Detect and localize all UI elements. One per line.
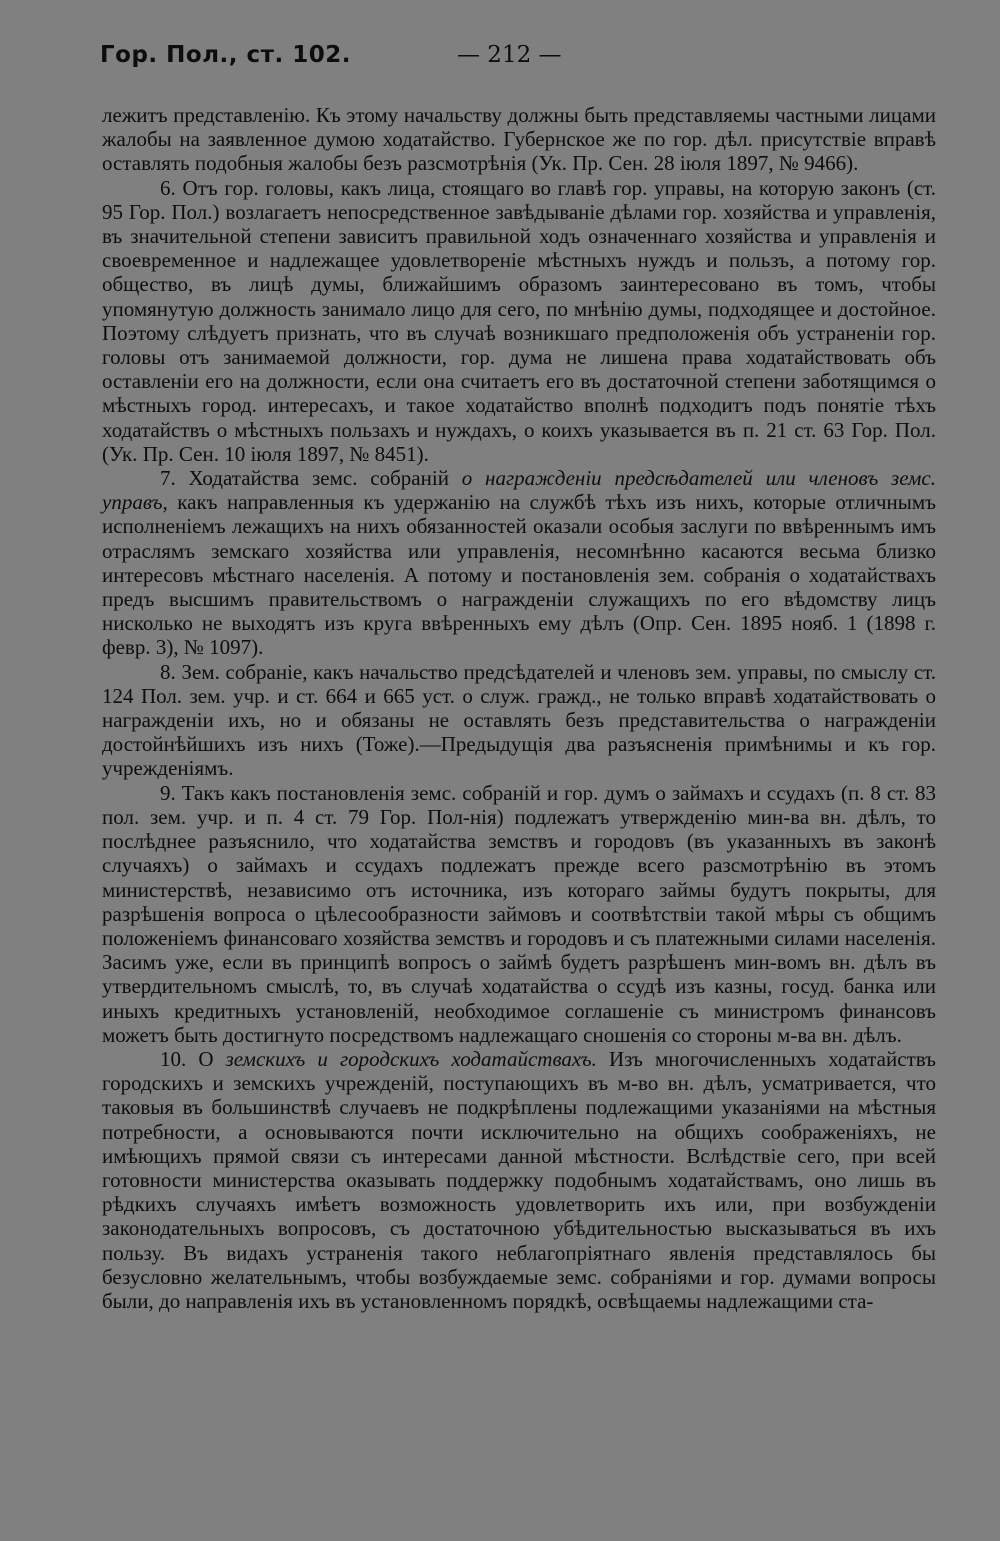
- paragraph-9: 9. Такъ какъ постановленія земс. собраній и гор. думъ о займахъ и ссудахъ (п. 8 ст. 83 пол. зем. учр. и п. 4 ст. 79 Гор. Пол-нія) подлежатъ утвержденію мин-ва вн. дѣлъ, то послѣднее разъяснило, что ходатайства земствъ и городовъ (въ указанныхъ въ законѣ случаяхъ) о займахъ и ссудахъ подлежатъ прежде всего разсмотрѣнію въ этомъ министерствѣ, независимо отъ источника, изъ котораго займы будутъ покрыты, для разрѣшенія вопроса о цѣлесообразности займовъ и соотвѣтствіи такой мѣры съ общимъ положеніемъ финансоваго хозяйства земствъ и городовъ и съ платежными силами населенія. Засимъ уже, если въ принципѣ вопросъ о займѣ будетъ разрѣшенъ мин-вомъ вн. дѣлъ въ утвердительномъ смыслѣ, то, въ случаѣ ходатайства о ссудѣ изъ казны, госуд. банка или иныхъ кредитныхъ установленій, необходимое соглашеніе съ министромъ финансовъ можетъ быть достигнуто посредствомъ надлежащаго сношенія со стороны м-ва вн. дѣлъ.: [102, 780, 936, 1047]
- paragraph-6: 6. Отъ гор. головы, какъ лица, стоящаго во главѣ гор. управы, на которую законъ (ст. 95 Гор. Пол.) возлагаетъ непосредственное завѣдываніе дѣлами гор. хозяйства и управленія, въ значительной степени зависитъ правильной ходъ означеннаго хозяйства и управленія и своевременное и надлежащее удовлетвореніе мѣстныхъ нуждъ и пользъ, а потому гор. общество, въ лицѣ думы, ближайшимъ образомъ заинтересовано въ томъ, чтобы упомянутую должность занимало лицо для сего, по мнѣнію думы, подходящее и достойное. Поэтому слѣдуетъ признать, что въ случаѣ возникшаго предположенія объ устраненіи гор. головы отъ занимаемой должности, гор. дума не лишена права ходатайствовать объ оставленіи его на должности, если она считаетъ его въ достаточной степени заботящимся о мѣстныхъ город. интересахъ, и такое ходатайство вполнѣ подходитъ подъ понятіе тѣхъ ходатайствъ о мѣстныхъ пользахъ и нуждахъ, о коихъ указывается въ п. 21 ст. 63 Гор. Пол. (Ук. Пр. Сен. 10 іюля 1897, № 8451).: [102, 175, 936, 466]
- paragraph-7-lead: 7. Ходатайства земс. собраній: [160, 466, 462, 491]
- paragraph-10-lead: 10. О: [160, 1046, 226, 1071]
- page-number: — 212 —: [457, 42, 562, 68]
- running-title: Гор. Пол., ст. 102.: [100, 42, 351, 68]
- paragraph-continuation: лежитъ представленію. Къ этому начальству должны быть представляемы частными лицами жалобы на заявленное думою ходатайство. Губернское же по гор. дѣл. присутствіе вправѣ оставлять подобныя жалобы безъ разсмотрѣнія (Ук. Пр. Сен. 28 іюля 1897, № 9466).: [102, 103, 936, 176]
- paragraph-7: [102, 466, 936, 660]
- page-header: [100, 42, 940, 82]
- paragraph-10: [102, 1047, 936, 1313]
- body-text: [102, 103, 936, 1313]
- paragraph-7-italic-topic: о награжденіи предсѣдателей или членовъ земс. управъ,: [102, 466, 937, 515]
- paragraph-10-italic-topic: земскихъ и городскихъ ходатайствахъ.: [225, 1046, 597, 1071]
- paragraph-7-rest: какъ направленныя къ удержанію на службѣ тѣхъ изъ нихъ, которые отличнымъ исполненіемъ лежащихъ на нихъ обязанностей оказали особыя заслуги по ввѣреннымъ имъ отраслямъ земскаго хозяйства или управленія, несомнѣнно касаются весьма близко интересовъ мѣстнаго населенія. А потому и постановленія зем. собранія о ходатайствахъ предъ высшимъ правительствомъ о награжденіи служащихъ по его вѣдомству лицъ нисколько не выходятъ изъ круга ввѣренныхъ ему дѣлъ (Опр. Сен. 1895 нояб. 1 (1898 г. февр. 3), № 1097).: [102, 490, 936, 660]
- paragraph-8: 8. Зем. собраніе, какъ начальство предсѣдателей и членовъ зем. управы, по смыслу ст. 124 Пол. зем. учр. и ст. 664 и 665 уст. о служ. гражд., не только вправѣ ходатайствовать о награжденіи ихъ, но и обязаны не оставлять безъ представительства о награжденіи достойнѣйшихъ изъ нихъ (Тоже).—Предыдущія два разъясненія примѣнимы и къ гор. учрежденіямъ.: [102, 659, 936, 781]
- paragraph-10-rest: Изъ многочисленныхъ ходатайствъ городскихъ и земскихъ учрежденій, поступающихъ въ м-во вн. дѣлъ, усматривается, что таковыя въ большинствѣ случаевъ не подкрѣплены подлежащими указаніями на мѣстныя потребности, а основываются почти исключительно на общихъ соображеніяхъ, не имѣющихъ прямой связи съ интересами данной мѣстности. Вслѣдствіе сего, при всей готовности министерства оказывать поддержку подобнымъ ходатайствамъ, оно лишь въ рѣдкихъ случаяхъ имѣетъ возможность удовлетворить ихъ или, при возбужденіи законодательныхъ вопросовъ, съ достаточною убѣдительностью высказываться въ ихъ пользу. Въ видахъ устраненія такого неблагопріятнаго явленія представлялось бы безусловно желательнымъ, чтобы возбуждаемые земс. собраніями и гор. думами вопросы были, до направленія ихъ въ установленномъ порядкѣ, освѣщаемы надлежащими ста-: [102, 1046, 936, 1313]
